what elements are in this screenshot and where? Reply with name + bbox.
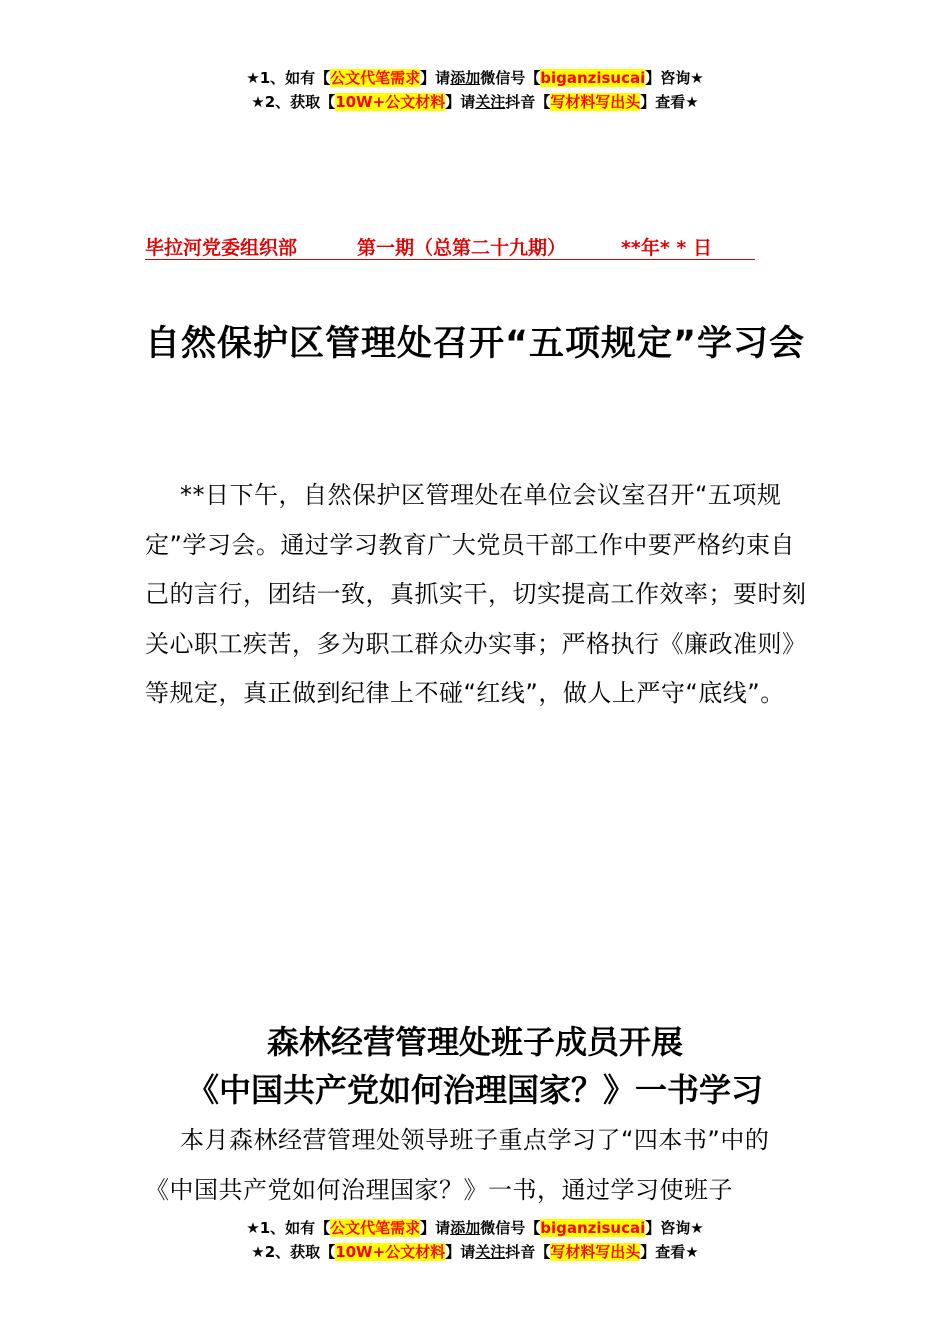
promo-line-2: ★2、获取【10W+公文材料】请关注抖音【写材料写出头】查看★ (251, 1243, 699, 1261)
promo-line-1: ★1、如有【公文代笔需求】请添加微信号【biganzisucai】咨询★ (246, 1219, 704, 1237)
promo-banner-bottom (0, 1216, 950, 1264)
promo-banner-top (0, 66, 950, 114)
highlight-text: 10W+公文材料 (335, 1243, 446, 1261)
promo-line-1: ★1、如有【公文代笔需求】请添加微信号【biganzisucai】咨询★ (246, 69, 704, 87)
highlight-text: biganzisucai (540, 1219, 646, 1237)
newsletter-masthead (145, 233, 755, 260)
article-2-title-line-1: 森林经营管理处班子成员开展 (266, 1023, 683, 1061)
masthead-date: **年* * 日 (621, 237, 712, 259)
highlight-text: biganzisucai (540, 69, 646, 87)
masthead-issue: 第一期（总第二十九期） (357, 237, 567, 259)
highlight-text: 写材料写出头 (550, 93, 641, 111)
highlight-text: 公文代笔需求 (330, 69, 421, 87)
masthead-org: 毕拉河党委组织部 (145, 237, 298, 259)
article-1-title: 自然保护区管理处召开“五项规定”学习会 (145, 324, 806, 364)
article-2-body: 本月森林经营管理处领导班子重点学习了“四本书”中的《中国共产党如何治理国家？》一书，通过学习使班子 (145, 1126, 770, 1204)
highlight-text: 写材料写出头 (550, 1243, 641, 1261)
promo-line-2: ★2、获取【10W+公文材料】请关注抖音【写材料写出头】查看★ (251, 93, 699, 111)
highlight-text: 公文代笔需求 (330, 1219, 421, 1237)
article-1-body: **日下午，自然保护区管理处在单位会议室召开“五项规定”学习会。通过学习教育广大党员干部工作中要严格约束自己的言行，团结一致，真抓实干，切实提高工作效率；要时刻关心职工疾苦，多为职工群众办实事；严格执行《廉政准则》等规定，真正做到纪律上不碰“红线”，做人上严守“底线”。 (145, 481, 807, 707)
article-2-title-line-2: 《中国共产党如何治理国家？》一书学习 (186, 1071, 763, 1109)
highlight-text: 10W+公文材料 (335, 93, 446, 111)
